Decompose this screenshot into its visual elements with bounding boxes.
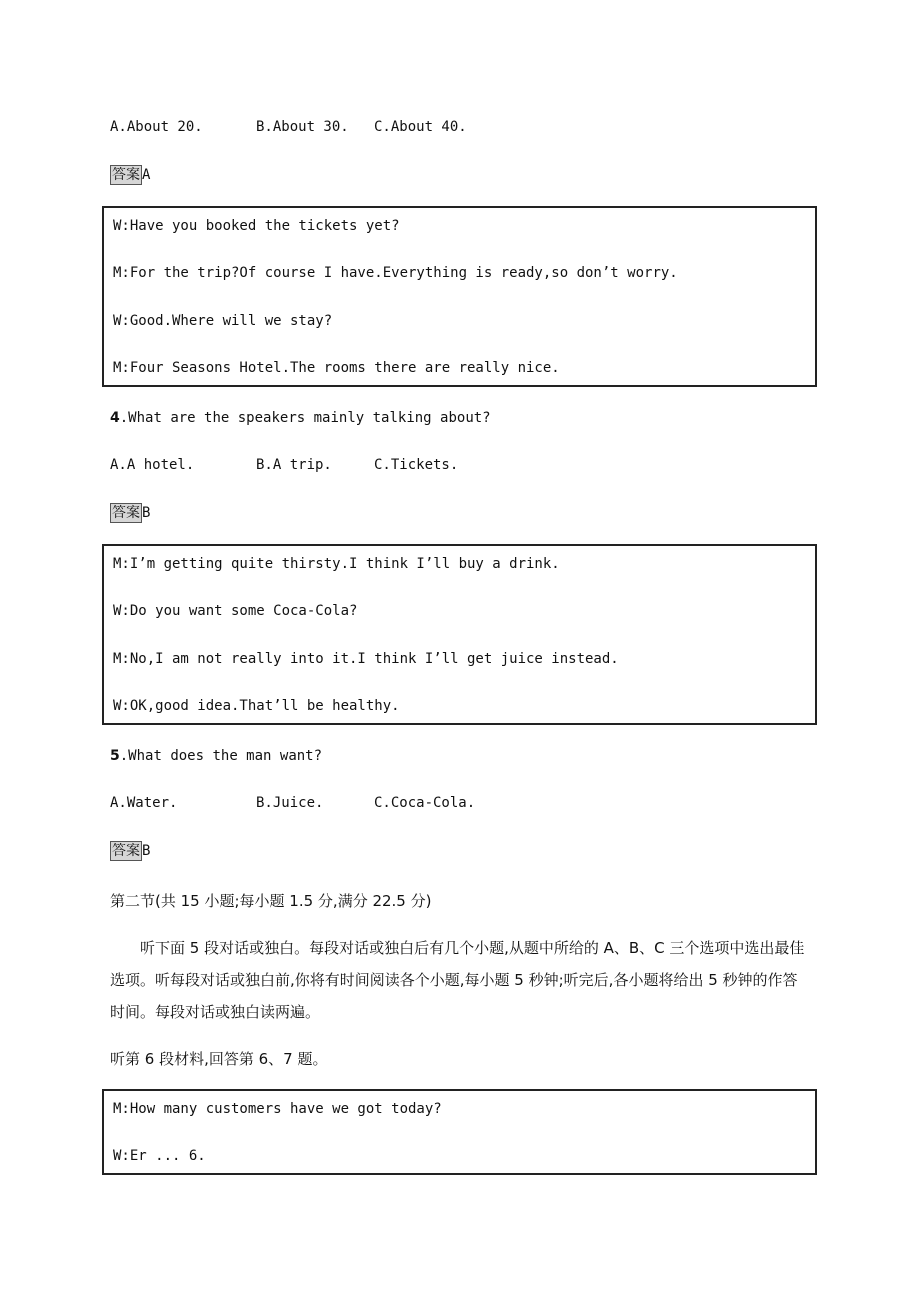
q4-option-a: A.A hotel. [110,457,195,473]
dialog-line: M:How many customers have we got today? [113,1101,442,1117]
q4-answer-row [110,503,150,523]
dialog-line: M:No,I am not really into it.I think I’ll get juice instead. [113,651,619,667]
dialog-line: M:I’m getting quite thirsty.I think I’ll buy a drink. [113,556,560,572]
dialog-line: M:Four Seasons Hotel.The rooms there are really nice. [113,360,560,376]
dialog-box-material-6 [102,1089,817,1175]
question-number: 4 [110,410,120,426]
q5-option-c: C.Coca-Cola. [374,795,476,811]
q5-option-b: B.Juice. [256,795,324,811]
section-heading: 第二节(共 15 小题;每小题 1.5 分,满分 22.5 分) [110,892,432,910]
q5-answer-value: B [142,843,151,859]
section-instructions: 听下面 5 段对话或独白。每段对话或独白后有几个小题,从题中所给的 A、B、C 三个选项中选出最佳选项。听每段对话或独白前,你将有时间阅读各个小题,每小题 5 秒钟;听完后,各小题将给出 5 秒钟的作答时间。每段对话或独白读两遍。 [110,939,805,1021]
dialog-line: M:For the trip?Of course I have.Everything is ready,so don’t worry. [113,265,678,281]
dialog-box-q5 [102,544,817,725]
dialog-line: W:Good.Where will we stay? [113,313,333,329]
q3-option-c: C.About 40. [374,119,467,135]
question-number: 5 [110,748,120,764]
q5-answer-row [110,841,150,861]
q4-option-c: C.Tickets. [374,457,459,473]
question-text: .What does the man want? [119,748,323,764]
dialog-box-q4 [102,206,817,387]
dialog-line: W:Do you want some Coca-Cola? [113,603,358,619]
question-text: .What are the speakers mainly talking about? [119,410,491,426]
question-5 [110,748,322,764]
q4-answer-value: B [142,505,151,521]
q5-option-a: A.Water. [110,795,178,811]
answer-label: 答案 [112,505,140,521]
q4-option-b: B.A trip. [256,457,332,473]
answer-label: 答案 [112,843,140,859]
q3-option-a: A.About 20. [110,119,203,135]
q3-answer-row [110,165,150,185]
answer-label: 答案 [112,167,140,183]
q3-option-b: B.About 30. [256,119,349,135]
question-4 [110,410,491,426]
q3-answer-value: A [142,167,151,183]
dialog-line: W:Have you booked the tickets yet? [113,218,400,234]
material-6-intro: 听第 6 段材料,回答第 6、7 题。 [110,1050,328,1068]
dialog-line: W:OK,good idea.That’ll be healthy. [113,698,400,714]
dialog-line: W:Er ... 6. [113,1148,206,1164]
